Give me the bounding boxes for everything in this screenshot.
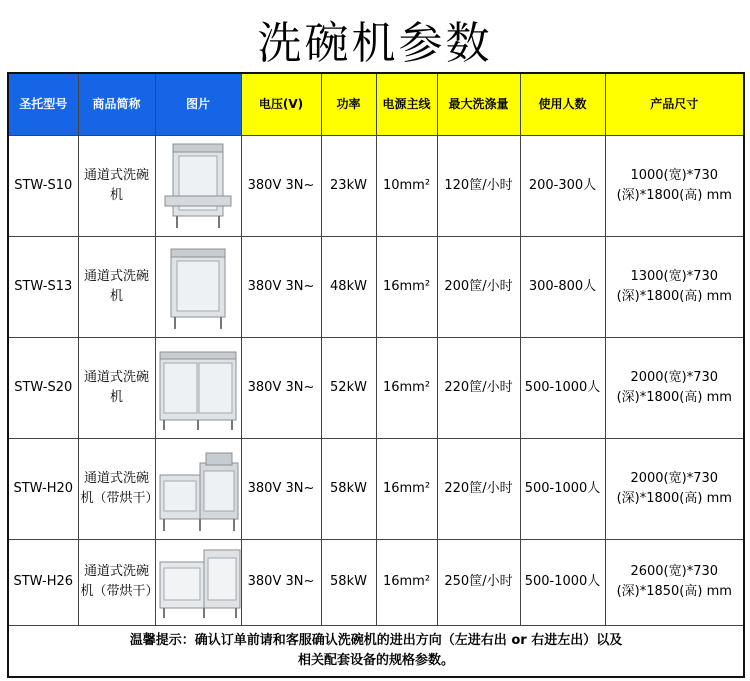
- cell-name: 通道式洗碗机（带烘干）: [78, 539, 155, 625]
- cell-users: 500-1000人: [520, 337, 605, 438]
- cell-name: 通道式洗碗机: [78, 236, 155, 337]
- cell-power: 58kW: [321, 438, 376, 539]
- cell-capacity: 200筐/小时: [437, 236, 520, 337]
- cell-power: 48kW: [321, 236, 376, 337]
- cell-users: 200-300人: [520, 135, 605, 236]
- pass-through-dishwasher-icon: [163, 142, 233, 230]
- double-door-dishwasher-icon: [158, 344, 238, 432]
- cell-voltage: 380V 3N~: [241, 236, 321, 337]
- cell-size: [605, 539, 744, 625]
- cell-image: [155, 438, 241, 539]
- cell-model: STW-S13: [8, 236, 78, 337]
- size-line: (深)*1800(高) mm: [616, 490, 732, 506]
- warm-tip-note: [8, 625, 744, 677]
- table-row: [8, 438, 744, 539]
- cell-name: 通道式洗碗机: [78, 135, 155, 236]
- header-cable: 电源主线: [376, 73, 437, 135]
- cell-cable: 16mm²: [376, 539, 437, 625]
- cell-power: 58kW: [321, 539, 376, 625]
- cell-name: 通道式洗碗机（带烘干）: [78, 438, 155, 539]
- header-power: 功率: [321, 73, 376, 135]
- table-row: [8, 135, 744, 236]
- header-capacity: 最大洗涤量: [437, 73, 520, 135]
- table-row: [8, 337, 744, 438]
- cell-cable: 16mm²: [376, 236, 437, 337]
- size-line: 2600(宽)*730: [630, 564, 719, 579]
- cell-power: 23kW: [321, 135, 376, 236]
- cell-image: [155, 337, 241, 438]
- cell-capacity: 220筐/小时: [437, 337, 520, 438]
- cell-size: [605, 337, 744, 438]
- header-row: [8, 73, 744, 135]
- cell-size: [605, 135, 744, 236]
- cell-image: [155, 236, 241, 337]
- cell-cable: 16mm²: [376, 337, 437, 438]
- cell-image: [155, 135, 241, 236]
- table-row: [8, 539, 744, 625]
- size-line: 2000(宽)*730: [630, 369, 719, 385]
- header-users: 使用人数: [520, 73, 605, 135]
- cell-image: [155, 539, 241, 625]
- size-line: 1000(宽)*730: [630, 167, 719, 183]
- size-line: (深)*1800(高) mm: [616, 389, 732, 405]
- cell-model: STW-H20: [8, 438, 78, 539]
- cell-size: [605, 438, 744, 539]
- size-line: (深)*1800(高) mm: [616, 288, 732, 304]
- note-line: 相关配套设备的规格参数。: [297, 652, 454, 668]
- note-line: 温馨提示：确认订单前请和客服确认洗碗机的进出方向（左进右出 or 右进左出）以及: [129, 632, 623, 648]
- cell-users: 500-1000人: [520, 438, 605, 539]
- header-voltage: 电压(V): [241, 73, 321, 135]
- cell-name: 通道式洗碗机: [78, 337, 155, 438]
- dishwasher-with-dryer-icon: [158, 544, 242, 620]
- cell-voltage: 380V 3N~: [241, 337, 321, 438]
- cell-voltage: 380V 3N~: [241, 539, 321, 625]
- cell-users: 500-1000人: [520, 539, 605, 625]
- header-model: 圣托型号: [8, 73, 78, 135]
- header-size: 产品尺寸: [605, 73, 744, 135]
- cell-cable: 16mm²: [376, 438, 437, 539]
- cell-model: STW-S10: [8, 135, 78, 236]
- page-title: 洗碗机参数: [257, 18, 493, 69]
- cell-model: STW-S20: [8, 337, 78, 438]
- size-line: 2000(宽)*730: [630, 470, 719, 486]
- cell-power: 52kW: [321, 337, 376, 438]
- spec-table: [7, 72, 745, 678]
- cell-cable: 10mm²: [376, 135, 437, 236]
- cell-capacity: 220筐/小时: [437, 438, 520, 539]
- header-name: 商品简称: [78, 73, 155, 135]
- size-line: (深)*1850(高) mm: [616, 584, 732, 599]
- cell-capacity: 120筐/小时: [437, 135, 520, 236]
- cell-model: STW-H26: [8, 539, 78, 625]
- cell-size: [605, 236, 744, 337]
- size-line: 1300(宽)*730: [630, 268, 719, 284]
- note-row: [8, 625, 744, 677]
- cell-voltage: 380V 3N~: [241, 135, 321, 236]
- header-image: 图片: [155, 73, 241, 135]
- size-line: (深)*1800(高) mm: [616, 187, 732, 203]
- dishwasher-with-dryer-icon: [158, 445, 240, 533]
- cell-voltage: 380V 3N~: [241, 438, 321, 539]
- cell-capacity: 250筐/小时: [437, 539, 520, 625]
- cell-users: 300-800人: [520, 236, 605, 337]
- pass-through-dishwasher-icon: [163, 243, 233, 331]
- table-row: [8, 236, 744, 337]
